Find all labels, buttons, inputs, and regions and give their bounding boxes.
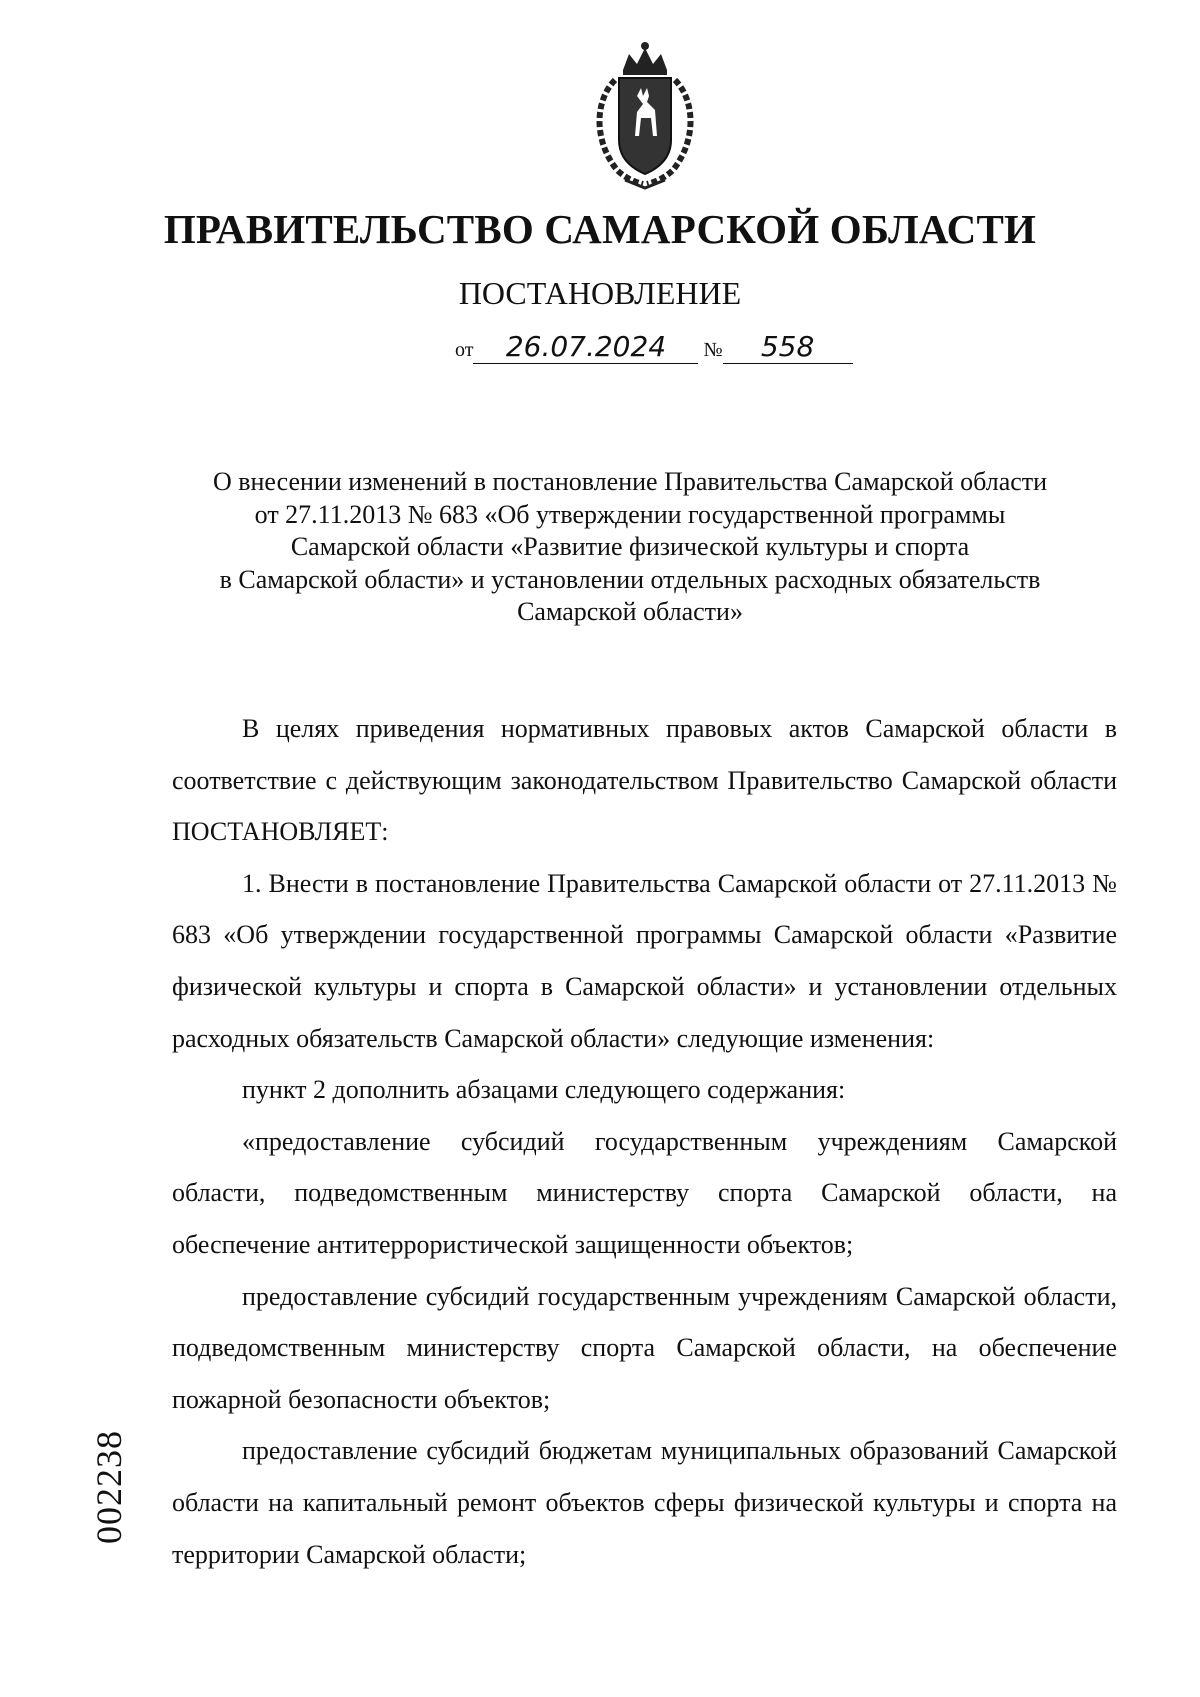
date-number-line [455, 330, 853, 364]
body-paragraph: предоставление субсидий государственным учреждениям Самарской области, подведомственным министерству спорта Самарской области, на обеспечение пожарной безопасности объектов; [172, 1281, 1117, 1414]
subject-line: в Самарской области» и установлении отдельных расходных обязательств [219, 564, 1041, 594]
samara-coat-of-arms-icon [585, 40, 705, 190]
body-paragraph: «предоставление субсидий государственным учреждениям Самарской области, подведомственным министерству спорта Самарской области, на обеспечение антитеррористической защищенности объектов; [172, 1126, 1117, 1259]
org-title: ПРАВИТЕЛЬСТВО САМАРСКОЙ ОБЛАСТИ [163, 206, 1037, 252]
document-subject [150, 466, 1110, 629]
subject-line: Самарской области» [517, 597, 743, 626]
body-paragraph: пункт 2 дополнить абзацами следующего содержания: [242, 1075, 846, 1105]
number-prefix: № [703, 339, 723, 361]
document-body [172, 703, 1117, 1580]
document-date: 26.07.2024 [473, 330, 698, 364]
subject-line: О внесении изменений в постановление Правительства Самарской области [212, 467, 1048, 496]
subject-line: Самарской области «Развитие физической культуры и спорта [290, 532, 970, 561]
document-type: ПОСТАНОВЛЕНИЕ [458, 275, 742, 311]
body-paragraph: предоставление субсидий бюджетам муниципальных образований Самарской области на капитальный ремонт объектов сферы физической культуры и спорта на территории Самарской области; [172, 1436, 1117, 1569]
side-serial-number: 002238 [89, 1430, 129, 1544]
subject-line: от 27.11.2013 № 683 «Об утверждении государственной программы [254, 499, 1006, 529]
body-paragraph: 1. Внести в постановление Правительства Самарской области от 27.11.2013 № 683 «Об утверждении государственной программы Самарской области «Развитие физической культуры и спорта в Самарской области» и установлении отдельных расходных обязательств Самарской области» следующие изменения: [172, 868, 1117, 1053]
date-prefix: от [455, 339, 474, 361]
document-number: 558 [723, 330, 853, 364]
body-paragraph: В целях приведения нормативных правовых актов Самарской области в соответствие с действующим законодательством Правительство Самарской области ПОСТАНОВЛЯЕТ: [172, 714, 1117, 847]
